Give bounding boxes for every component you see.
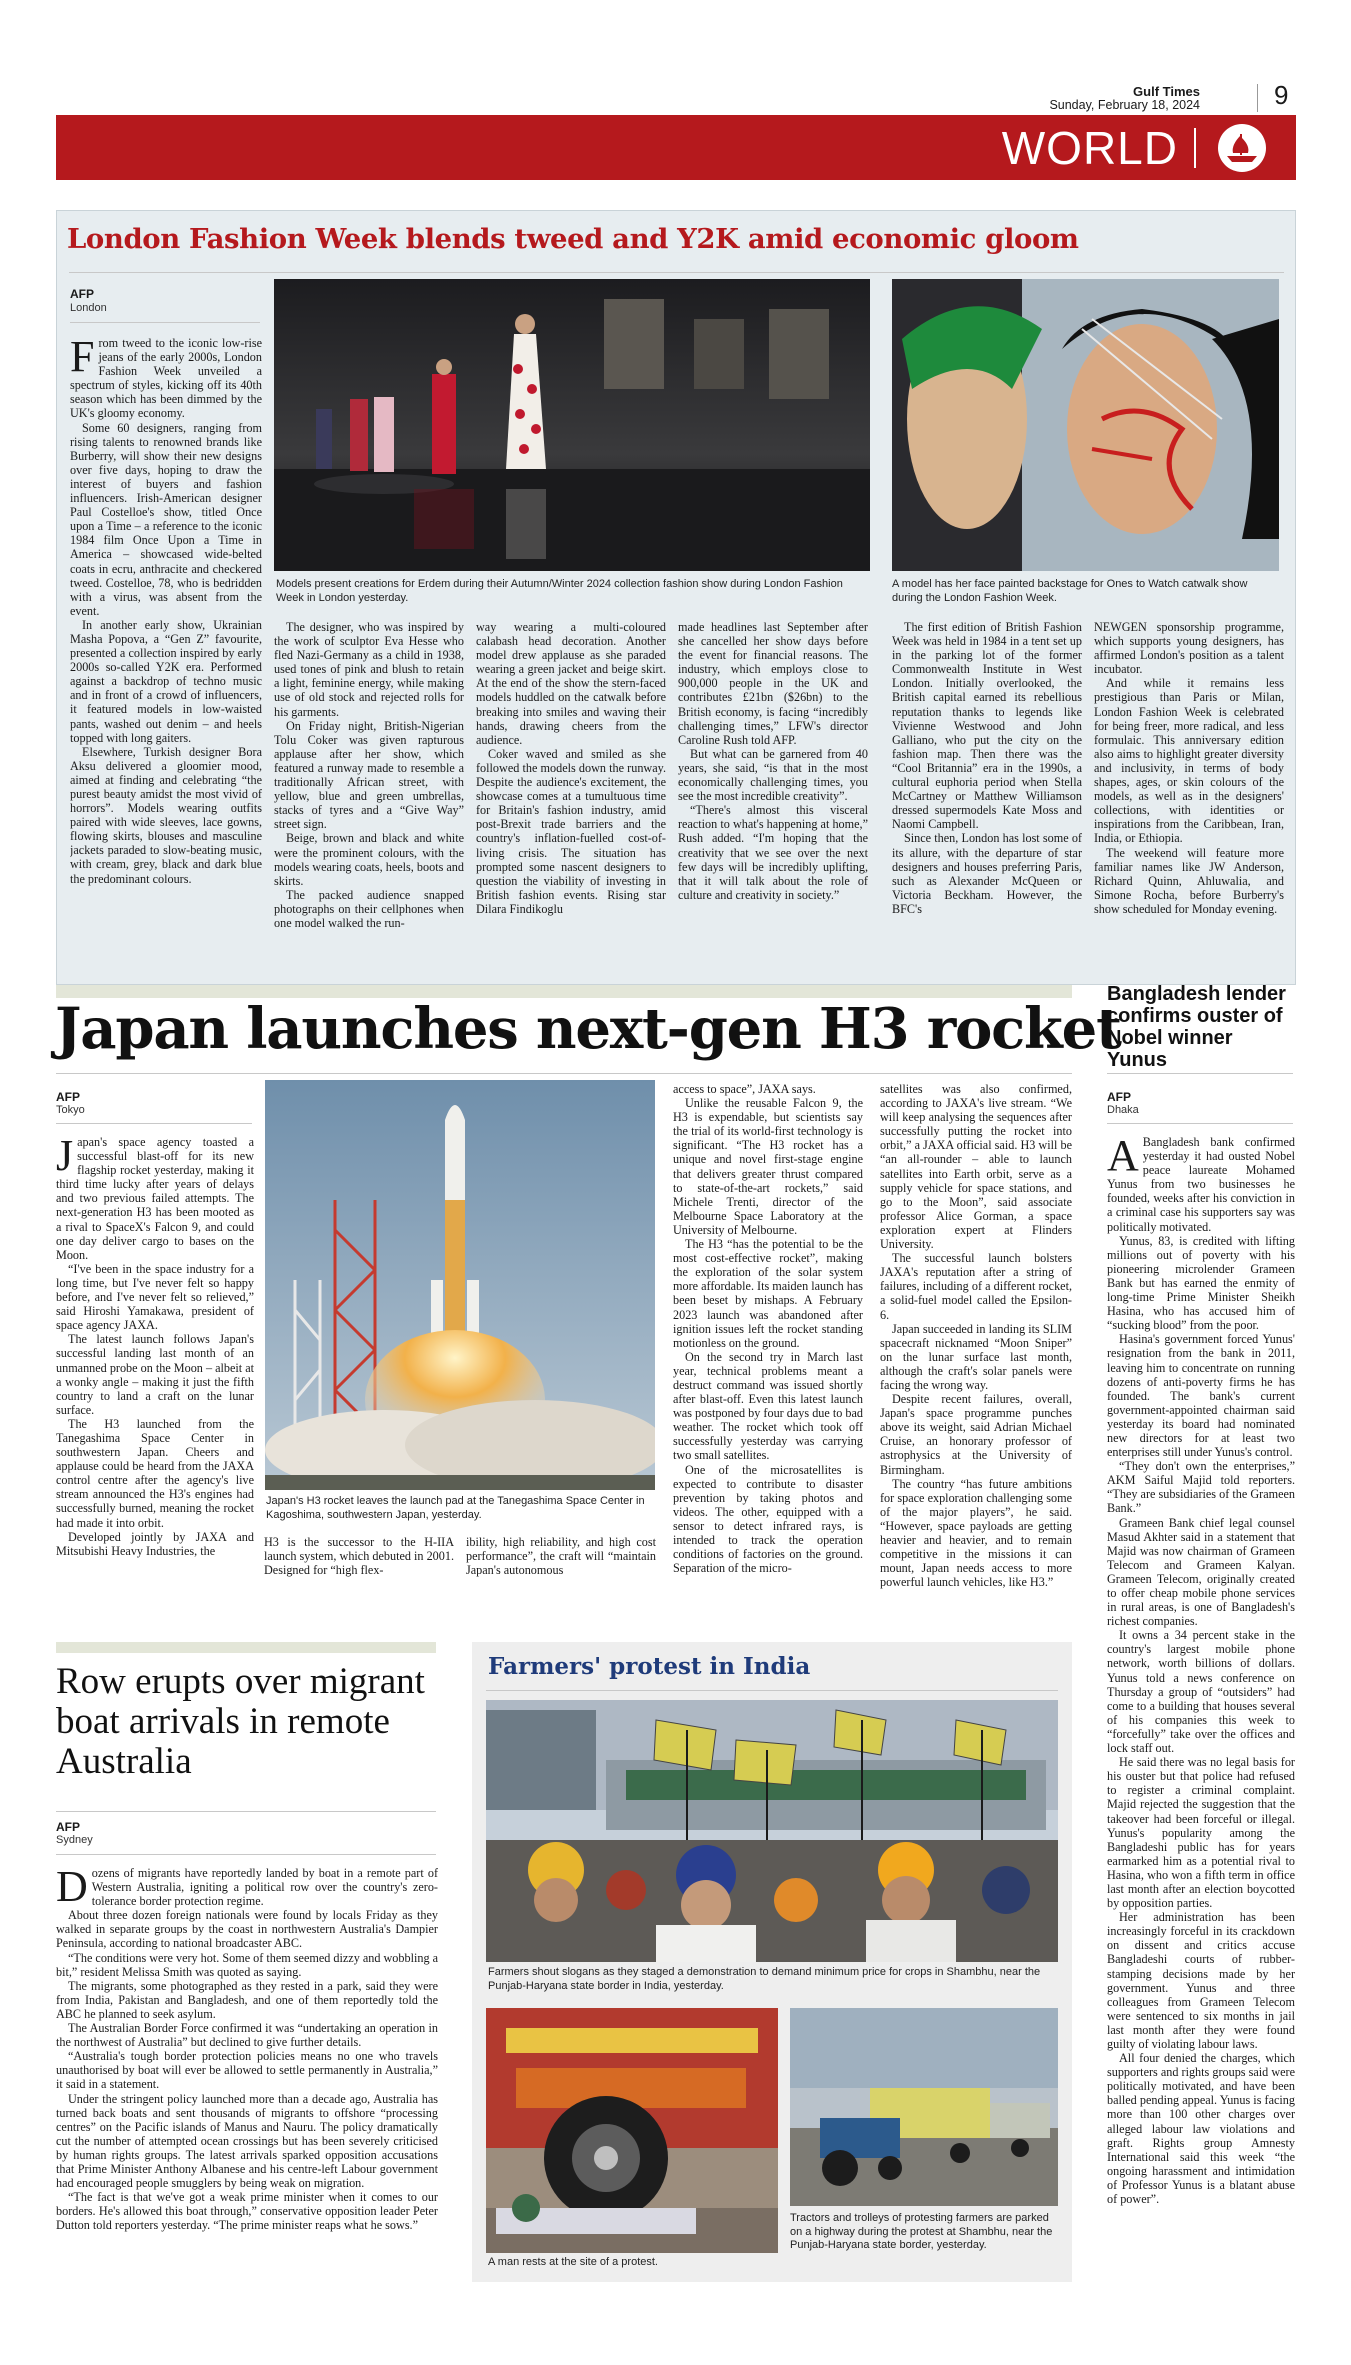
bangladesh-agency: AFP <box>1107 1090 1131 1104</box>
fashion-headline: London Fashion Week blends tweed and Y2K amid economic gloom <box>67 223 1079 255</box>
fashion-facepaint-photo <box>892 279 1279 571</box>
japan-byline-rule <box>56 1123 252 1124</box>
australia-headline: Row erupts over migrant boat arrivals in remote Australia <box>56 1661 425 1782</box>
fashion-runway-photo <box>274 279 870 571</box>
japan-column-1: Japan's space agency toasted a successful blast-off for its new flagship rocket yesterday, making it third time lucky after years of delays and two previous failed attempts. The next-generation H3 has been mooted as a rival to SpaceX's Falcon 9, and could one day deliver cargo to bases on the Moon. “I've been in the space industry for a long time, but I've never felt so happy before, and I've never felt so relieved,” said Hiroshi Yamakawa, president of space agency JAXA. The latest launch follows Japan's successful landing last month of an unmanned probe on the Moon – albeit at a wonky angle – making it just the fifth country to land a craft on the lunar surface. The H3 launched from the Tanegashima Space Center in southwestern Japan. Cheers and applause could be heard from the JAXA control centre after the agency's live stream announced the H3's engines had successfully burned, meaning the rocket had made it into orbit. Developed jointly by JAXA and Mitsubishi Heavy Industries, the <box>56 1135 254 1558</box>
bangladesh-dateline: Dhaka <box>1107 1104 1139 1116</box>
japan-column-3: access to space”, JAXA says. Unlike the reusable Falcon 9, the H3 is expendable, but scientists say the trial of its world-first technology is significant. “The H3 rocket has a unique and novel first-stage engine that delivers greater thrust compared to state-of-the-art rockets,” said Michele Trenti, director of the Melbourne Space Laboratory at the University of Melbourne. The H3 “has the potential to be the most cost-effective rocket”, making the exploration of the solar system more affordable. Its maiden launch has been beset by mishaps. A February 2023 launch was abandoned after ignition issues left the rocket standing motionless on the ground. On the second try in March last year, technical problems meant a destruct command was issued shortly after blast-off. Even this latest launch was postponed by four days due to bad weather. The rocket which took off successfully yesterday was carrying two small satellites. One of the microsatellites is expected to contribute to disaster prevention by taking photos and videos. The other, equipped with a sensor to detect infrared rays, is intended to track the operation conditions of factories on the ground. Separation of the micro- <box>673 1082 863 1576</box>
fashion-column-3: way wearing a multi-coloured calabash head decoration. Another model drew applause as she paraded wearing a green jacket and beige skirt. At the end of the show the stern-faced models huddled on the catwalk before breaking into smiles and waving their hands, drawing cheers from the audience. Coker waved and smiled as she followed the models down the runway. Despite the audience's excitement, the showcase comes at a tumultuous time for Britain's fashion industry, amid post-Brexit trade barriers and the country's inflation-fuelled cost-of-living crisis. The situation has prompted some nascent designers to question the viability of investing in British fashion events. Rising star Dilara Findikoglu <box>476 620 666 916</box>
bangladesh-byline-rule <box>1107 1123 1293 1124</box>
australia-agency: AFP <box>56 1820 80 1834</box>
farmer-resting-photo <box>486 2008 778 2253</box>
japan-column-2b: ibility, high reliability, and high cost performance”, the craft will “maintain Japan's autonomous <box>466 1535 656 1578</box>
farmers-protest-photo <box>486 1700 1058 1962</box>
japan-column-4: satellites was also confirmed, according to JAXA's live stream. “We will keep analysing the sequences after successfully putting the rocket into orbit,” a JAXA official said. H3 will be “an all-rounder – able to launch satellites into Earth orbit, serve as a supply vehicle for space stations, and go to the Moon”, said associate professor Alice Gorman, a space exploration expert at Flinders University. The successful launch bolsters JAXA's reputation after a string of failures, including of a different rocket, a solid-fuel model called the Epsilon-6. Japan succeeded in landing its SLIM spacecraft nicknamed “Moon Sniper” on the lunar surface last month, although the craft's solar panels were facing the wrong way. Despite recent failures, overall, Japan's space programme punches above its weight, said Adrian Michael Cruise, an honorary professor of astrophysics at the University of Birmingham. The country “has future ambitions for space exploration challenging some of the major players”, he said. “However, space payloads are getting heavier and heavier, and to remain competitive in the missions it can mount, Japan needs access to more powerful launch vehicles, like H3.” <box>880 1082 1072 1590</box>
japan-agency: AFP <box>56 1090 80 1104</box>
australia-dateline: Sydney <box>56 1834 93 1846</box>
fashion-caption-1: Models present creations for Erdem during their Autumn/Winter 2024 collection fashion show during London Fashion Week in London yesterday. <box>276 578 843 604</box>
australia-top-rule <box>56 1642 436 1653</box>
fashion-dateline: London <box>70 302 107 314</box>
fashion-column-4: made headlines last September after she cancelled her show days before the event for financial reasons. The industry, which employs close to 900,000 people in the UK and contributes £21bn ($26bn) to the British economy, is facing “incredibly challenging times,” LFW's director Caroline Rush told AFP. But what can be garnered from 40 years, she said, “is that in the most economically challenging times, you see the most incredible creativity”. “There's almost this visceral reaction to what's happening at home,” Rush added. “I'm hoping that the creativity that we see over the next few days will be incredibly uplifting, that it will talk about the role of culture and creativity in society.” <box>678 620 868 902</box>
section-separator <box>1194 128 1196 168</box>
australia-body: Dozens of migrants have reportedly landed by boat in a remote part of Western Australia, igniting a political row over the country's zero-tolerance border protection regime. About three dozen foreign nationals were found by locals Friday as they walked in separate groups by the coast in northwestern Australia's Dampier Peninsula, according to national broadcaster ABC. “The conditions were very hot. Some of them seemed dizzy and wobbling a bit,” resident Melissa Smith was quoted as saying. The migrants, some photographed as they rested in a park, said they were from India, Pakistan and Bangladesh, and one of them reportedly told the ABC he planned to seek asylum. The Australian Border Force confirmed it was “undertaking an operation in the northwest of Australia” but declined to give further details. “Australia's tough border protection policies means no one who travels unauthorised by boat will ever be allowed to settle permanently in Australia,” it said in a statement. Under the stringent policy launched more than a decade ago, Australia has turned back boats and sent thousands of migrants to offshore “processing centres” on the Pacific islands of Manus and Nauru. The policy dramatically cut the number of attempted ocean crossings but has been severely criticised by human rights groups. The latest arrivals sparked opposition accusations that Prime Minister Anthony Albanese and his centre-left Labour government had encouraged people smugglers by being weak on migration. “The fact is that we've got a weak prime minister when it comes to our borders. He's allowed this boat through,” conservative opposition leader Peter Dutton told reporters yesterday. “The prime minister reaps what he sows.” <box>56 1866 438 2233</box>
issue-date: Sunday, February 18, 2024 <box>1049 98 1200 112</box>
newspaper-name: Gulf Times <box>1133 84 1200 99</box>
section-banner <box>56 115 1296 180</box>
japan-headline: Japan launches next-gen H3 rocket <box>55 996 1121 1062</box>
header-divider <box>1257 84 1258 112</box>
farmers-caption-2: A man rests at the site of a protest. <box>488 2256 658 2268</box>
fashion-byline-rule <box>70 322 260 323</box>
tractors-highway-photo <box>790 2008 1058 2206</box>
page-number: 9 <box>1274 80 1289 110</box>
fashion-caption-2: A model has her face painted backstage for Ones to Watch catwalk show during the London Fashion Week. <box>892 578 1248 604</box>
section-title: WORLD <box>1001 122 1178 174</box>
dhow-boat-icon <box>1218 124 1266 172</box>
farmers-caption-1: Farmers shout slogans as they staged a demonstration to demand minimum price for crops in Shambhu, near the Punjab-Haryana state border in India, yesterday. <box>488 1966 1041 1992</box>
japan-headline-rule <box>56 1073 1072 1074</box>
bangladesh-column: A Bangladesh bank confirmed yesterday it had ousted Nobel peace laureate Mohamed Yunus from two businesses he founded, weeks after his conviction in a criminal case his supporters say was politically motivated. Yunus, 83, is credited with lifting millions out of poverty with his pioneering microlender Grameen Bank but has earned the enmity of long-time Prime Minister Sheikh Hasina, who has accused him of “sucking blood” from the poor. Hasina's government forced Yunus' resignation from the bank in 2011, leaving him to concentrate on running dozens of anti-poverty firms he has founded. The bank's current government-appointed chairman said yesterday its board had nominated new directors for at least two enterprises still under Yunus's control. “They don't own the enterprises,” AKM Saiful Majid told reporters. “They are subsidiaries of the Grameen Bank.” Grameen Bank chief legal counsel Masud Akhter said in a statement that Majid was now chairman of Grameen Telecom and Grameen Kalyan. Grameen Telecom, originally created to offer cheap mobile phone services in rural areas, is one of Bangladesh's richest companies. It owns a 34 percent stake in the country's largest mobile phone network, worth billions of dollars. Yunus told a news conference on Thursday a group of “outsiders” had come to a building that houses several of his companies this week to “forcefully” take over the offices and lock staff out. He said there was no legal basis for his ouster but that police had refused to register a criminal complaint. Majid rejected the suggestion that the takeover had been forceful or illegal. Yunus's popularity among the Bangladeshi public has for years earmarked him as a potential rival to Hasina, who won a fifth term in office last month after an election boycotted by opposition parties. Her administration has been increasingly forceful in its crackdown on dissent and critics accuse Bangladeshi courts of rubber-stamping decisions made by her government. Yunus and three colleagues from Grameen Telecom were sentenced to six months in jail last month after they were found guilty of violating labour laws. All four denied the charges, which supporters and rights groups said were politically motivated, and have been balled pending appeal. Yunus is facing more than 100 other charges over alleged labour law violations and graft. Rights group Amnesty International said this week “the ongoing harassment and intimidation of Professor Yunus is a blatant abuse of power”. <box>1107 1135 1295 2207</box>
fashion-headline-rule <box>69 272 1284 273</box>
bangladesh-headline: Bangladesh lender confirms ouster of Nobel winner Yunus <box>1107 983 1286 1071</box>
h3-rocket-photo <box>265 1080 655 1490</box>
fashion-column-2: The designer, who was inspired by the work of sculptor Eva Hesse who fled Nazi-Germany as a child in 1938, used tones of pink and blush to retain a light, feminine energy, while making use of old stock and rejected rolls for his garments. On Friday night, British-Nigerian Tolu Coker was given rapturous applause after her show, which featured a runway made to resemble a traditionally African street, with yellow, blue and green umbrellas, stacks of tyres and a “Give Way” street sign. Beige, brown and black and white were the prominent colours, with the models wearing coats, heels, boots and skirts. The packed audience snapped photographs on their cellphones when one model walked the run- <box>274 620 464 930</box>
australia-byline-rule <box>56 1854 436 1855</box>
farmers-caption-3: Tractors and trolleys of protesting farmers are parked on a highway during the protest at Shambhu, near the Punjab-Haryana state border, yesterday. <box>790 2212 1053 2251</box>
h3-rocket-caption: Japan's H3 rocket leaves the launch pad at the Tanegashima Space Center in Kagoshima, southwestern Japan, yesterday. <box>266 1495 645 1521</box>
japan-column-2a: H3 is the successor to the H-IIA launch system, which debuted in 2001. Designed for “high flex- <box>264 1535 454 1578</box>
farmers-headline: Farmers' protest in India <box>488 1653 811 1680</box>
australia-headline-rule <box>56 1811 436 1812</box>
bangladesh-headline-rule <box>1107 1073 1293 1074</box>
farmers-headline-rule <box>486 1690 1058 1691</box>
fashion-column-6: NEWGEN sponsorship programme, which supports young designers, has affirmed London's position as a talent incubator. And while it remains less prestigious than Paris or Milan, London Fashion Week is celebrated for being freer, more radical, and less formulaic. This anniversary edition also aims to highlight greater diversity and inclusivity, in terms of body shapes, ages, or skin colours of the models, as well as in the designers' collections, with identities or inspirations from the Caribbean, Iran, India, or Ethiopia. The weekend will feature more familiar names like JW Anderson, Richard Quinn, Ahluwalia, and Simone Rocha, before Burberry's show scheduled for Monday evening. <box>1094 620 1284 916</box>
japan-dateline: Tokyo <box>56 1104 85 1116</box>
fashion-agency: AFP <box>70 287 94 301</box>
fashion-column-1: From tweed to the iconic low-rise jeans of the early 2000s, London Fashion Week unveiled a spectrum of styles, kicking off its 40th season which has been dimmed by the UK's gloomy economy. Some 60 designers, ranging from rising talents to renowned brands like Burberry, will show their new designs over five days, hoping to draw the interest of buyers and fashion influencers. Irish-American designer Paul Costelloe's show, titled Once upon a Time – a reference to the iconic 1984 film Once Upon a Time in America – showcased wide-belted coats in ecru, anthracite and checkered tweed. Costelloe, 78, who is bedridden with a virus, was absent from the event. In another early show, Ukrainian Masha Popova, a “Gen Z” favourite, presented a collection inspired by early 2000s so-called Y2K era. Performed against a backdrop of techno music and in front of a crowd of influencers, it featured models in low-waisted pants, washed out denim – and heels topped with long gaiters. Elsewhere, Turkish designer Bora Aksu delivered a gloomier mood, aimed at finding and celebrating “the purest beauty amidst the most vivid of horrors”. Models wearing outfits paired with wide sleeves, lace gowns, flowing skirts, blouses and masculine jackets paraded to slow-beating music, with cream, grey, black and dark blue the predominant colours. <box>70 336 262 886</box>
fashion-column-5: The first edition of British Fashion Week was held in 1984 in a tent set up in the parking lot of the former Commonwealth Institute in West London. Initially overlooked, the British capital earned its rebellious reputation thanks to legends like Vivienne Westwood and John Galliano, who put the city on the fashion map. Then there was the “Cool Britannia” era in the 1990s, a cultural euphoria period when Stella McCartney or Matthew Williamson dressed supermodels Kate Moss and Naomi Campbell. Since then, London has lost some of its allure, with the departure of star designers and houses preferring Paris, such as Alexander McQueen or Victoria Beckham. However, the BFC's <box>892 620 1082 916</box>
